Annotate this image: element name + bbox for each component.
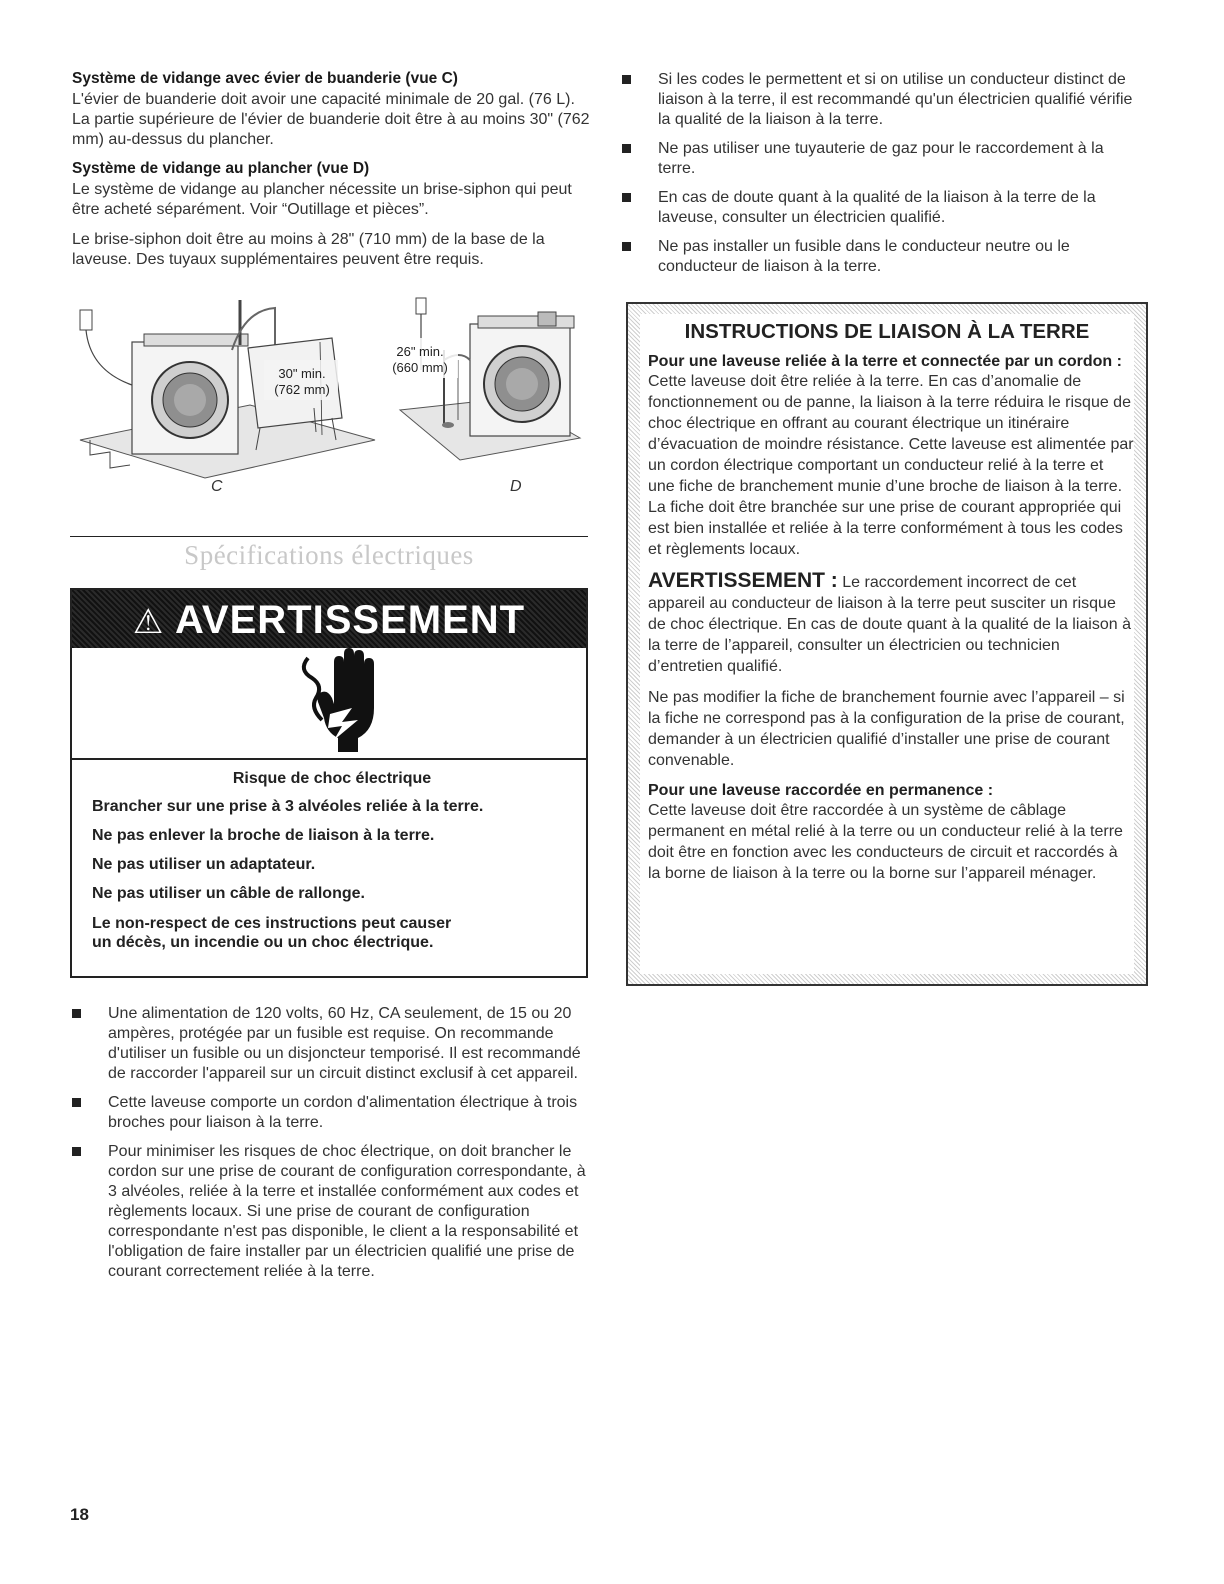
heading-laundry-tub-drain: Système de vidange avec évier de buanderie (vue C) [72,70,458,87]
electric-shock-hand-icon [72,648,586,758]
label-d-line1: 26" min. [396,344,444,359]
label-c-line1: 30" min. [278,366,326,381]
grounding-sub-cord: Pour une laveuse reliée à la terre et connectée par un cordon : [648,353,1122,370]
caption-c: C [211,478,223,495]
warning-line-2: Ne pas enlever la broche de liaison à la terre. [92,827,435,844]
left-column-top [72,70,592,280]
list-item: Ne pas utiliser une tuyauterie de gaz pour le raccordement à la terre. [622,139,1142,179]
grounding-para-permanent: Cette laveuse doit être raccordée à un système de câblage permanent en métal relié à la terre ou un conducteur relié à la terre doit être en fonction avec les conducteurs de circuit et raccordés à la borne de liaison à la terre ou la borne sur l’appareil ménager. [648,802,1123,882]
bullet-square-icon [72,1098,81,1107]
warning-line-1: Brancher sur une prise à 3 alvéoles reliée à la terre. [92,798,484,815]
grounding-warning-text: Le raccordement incorrect de cet appareil au conducteur de liaison à la terre peut susciter un risque de choc électrique. En cas de doute quant à la qualité de la liaison à la terre de l’appareil, consulter un électricien ou technicien d’entretien qualifié. [648,574,1131,675]
section-title-electrical: Spécifications électriques [184,540,474,570]
washer-drain-diagram [70,290,590,500]
grounding-instructions-content [640,314,1134,974]
bullet-square-icon [622,144,631,153]
list-item: Une alimentation de 120 volts, 60 Hz, CA seulement, de 15 ou 20 ampères, protégée par un fusible est requise. On recommande d'utiliser un fusible ou un disjoncteur temporisé. Il est recommandé de raccorder l'appareil sur un circuit distinct exclusif à cet appareil. [72,1004,592,1084]
right-column-bullets [622,70,1142,286]
shock-icon-area [72,648,586,760]
bullet-square-icon [72,1009,81,1018]
warning-triangle-icon: ⚠ [132,603,165,641]
grounding-sub-permanent: Pour une laveuse raccordée en permanence : [648,782,994,799]
warning-header-text: AVERTISSEMENT [175,598,526,642]
warning-box [70,588,588,978]
warning-line-3: Ne pas utiliser un adaptateur. [92,856,316,873]
bullet-square-icon [622,242,631,251]
bullet-square-icon [622,75,631,84]
list-item: Pour minimiser les risques de choc électrique, on doit brancher le cordon sur une prise de courant de configuration correspondante, à 3 alvéoles, reliée à la terre et installée conformément aux codes et règlements locaux. Si une prise de courant de configuration correspondante n'est pas disponible, le client a la responsabilité et l'obligation de faire installer par un électricien qualifié une prise de courant correctement reliée à la terre. [72,1142,592,1282]
label-c-line2: (762 mm) [274,382,330,397]
grounding-warning [640,570,1134,677]
bullet-square-icon [72,1147,81,1156]
warning-lines [92,770,572,952]
warning-header [72,590,586,648]
bullet-square-icon [622,193,631,202]
paragraph-laundry-tub: L'évier de buanderie doit avoir une capacité minimale de 20 gal. (76 L). La partie supérieure de l'évier de buanderie doit être à au moins 30" (762 mm) au-dessus du plancher. [72,91,590,148]
list-item: Ne pas installer un fusible dans le conducteur neutre ou le conducteur de liaison à la terre. [622,237,1142,277]
section-divider [70,536,588,537]
paragraph-floor-drain-1: Le système de vidange au plancher nécessite un brise-siphon qui peut être acheté séparément. Voir “Outillage et pièces”. [72,181,572,218]
warning-risk: Risque de choc électrique [232,770,432,787]
electrical-requirements-list [72,1004,592,1291]
grounding-para-plug: Ne pas modifier la fiche de branchement fournie avec l’appareil – si la fiche ne correspond pas à la configuration de la prise de courant, demander à un électricien qualifié d’installer une prise de courant convenable. [648,689,1125,769]
warning-line-4: Ne pas utiliser un câble de rallonge. [92,885,365,902]
grounding-instructions-box [626,302,1148,986]
grounding-warning-label: AVERTISSEMENT : [648,569,838,592]
warning-line-5a: Le non-respect de ces instructions peut causer [92,915,452,932]
heading-floor-drain: Système de vidange au plancher (vue D) [72,160,370,177]
grounding-title: INSTRUCTIONS DE LIAISON À LA TERRE [684,320,1090,343]
list-item: En cas de doute quant à la qualité de la liaison à la terre de la laveuse, consulter un électricien qualifié. [622,188,1142,228]
drain-illustrations [70,290,590,500]
warning-line-5b: un décès, un incendie ou un choc électrique. [92,934,434,951]
list-item: Cette laveuse comporte un cordon d'alimentation électrique à trois broches pour liaison à la terre. [72,1093,592,1133]
page-number: 18 [70,1505,89,1524]
caption-d: D [510,478,522,495]
paragraph-floor-drain-2: Le brise-siphon doit être au moins à 28" (710 mm) de la base de la laveuse. Des tuyaux supplémentaires peuvent être requis. [72,231,545,268]
list-item: Si les codes le permettent et si on utilise un conducteur distinct de liaison à la terre, il est recommandé qu'un électricien qualifié vérifie la qualité de la liaison à la terre. [622,70,1142,130]
grounding-para-cord: Cette laveuse doit être reliée à la terre. En cas d’anomalie de fonctionnement ou de panne, la liaison à la terre réduira le risque de choc électrique en offrant au courant électrique un itinéraire d’évacuation de moindre résistance. Cette laveuse est alimentée par un cordon électrique comportant un conducteur relié à la terre et une fiche de branchement munie d’une broche de liaison à la terre. La fiche doit être branchée sur une prise de courant appropriée qui est bien installée et reliée à la terre conformément à tous les codes et règlements locaux. [648,373,1134,558]
label-d-line2: (660 mm) [392,360,448,375]
